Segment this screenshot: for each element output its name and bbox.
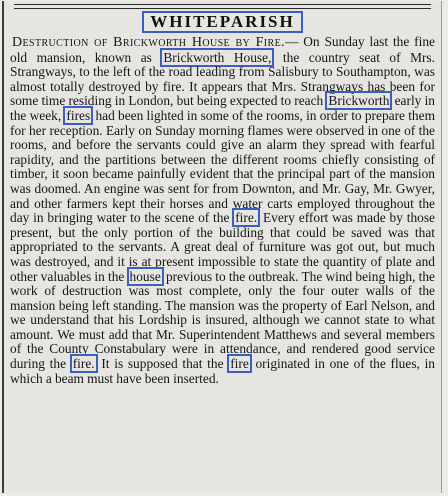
article-text-run: It is supposed that the xyxy=(96,356,229,372)
article-text-run: originated in one of the flues, in which a beam must have been inserted. xyxy=(10,356,435,386)
article-text-run: the country seat of Mrs. Strangways, to the left of the road leading from Salisbury to Southampton, was almost totally destroyed by fire. It appears that Mrs. Strangways has been for some time residing in London, but being expected to reach xyxy=(10,49,435,109)
search-hit-highlight[interactable]: Brickworth House, xyxy=(160,48,274,67)
search-hit-highlight[interactable]: fire xyxy=(227,354,252,373)
article-text-run: previous to the outbreak. The wind being high, the work of destruction was most complete, only the four outer walls of the mansion being left standing. The mansion was the property of Earl Nelson, and we understand that his Lordship is insured, although we cannot state to what amount. We must add that Mr. Superintendent Matthews and several members of the County Constabulary were in attendance, and rendered good service during the xyxy=(10,268,435,372)
masthead-row xyxy=(10,11,435,35)
top-rule xyxy=(14,4,431,9)
article-text xyxy=(10,34,435,386)
article-text-run: Every effort was made by those present, but the only portion of the building that could be saved was that appropriated to the servants. A great deal of furniture was got out, but much was destroyed, and it is at present impossible to state the quantity of plate and other valuables in the xyxy=(10,210,435,284)
search-hit-highlight[interactable]: Brickworth xyxy=(325,91,392,110)
search-hit-highlight[interactable]: fires xyxy=(63,106,93,125)
search-hit-highlight[interactable]: fire. xyxy=(70,354,98,373)
search-hit-highlight[interactable]: house xyxy=(127,267,164,286)
search-hit-highlight[interactable]: fire. xyxy=(232,208,260,227)
article-body xyxy=(10,35,435,386)
masthead-highlight[interactable]: WHITEPARISH xyxy=(142,11,303,33)
article-text-run: — On Sunday last the fine old mansion, known as xyxy=(10,34,435,65)
headline: Destruction of Brickworth House by Fire. xyxy=(12,35,285,50)
article-text-run: early in the week, xyxy=(10,93,435,123)
article-text-run: had been lighted in some of the rooms, in order to prepare them for her reception. Early on Sunday morning flames were observed in one of the rooms, and before the servants could give an alarm they spread with fearful rapidity, and the partitions between the different rooms chiefly consisting of timber, it soon became painfully evident that the principal part of the mansion was doomed. An engine was sent for from Downton, and Mr. Gay, Mr. Gwyer, and other farmers kept their horses and water carts employed throughout the day in bringing water to the scene of the xyxy=(10,107,435,226)
newspaper-clipping xyxy=(2,1,442,493)
